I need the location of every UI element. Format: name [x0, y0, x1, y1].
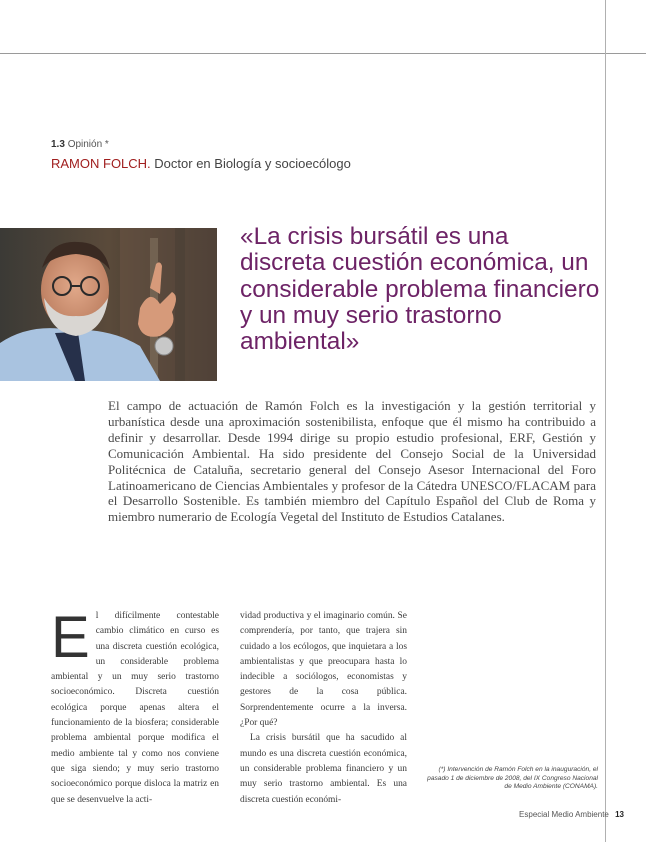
body-column-1	[51, 605, 219, 808]
header-rule	[0, 53, 646, 54]
page-footer	[519, 810, 624, 819]
body-paragraph: La crisis bursátil que ha sacudido al mundo es una discreta cuestión económica, un considerable problema financiero y un muy serio trastorno ambiental. Es una discreta cuestión económi-	[240, 733, 407, 805]
section-title: Opinión *	[67, 139, 109, 150]
author-photo	[0, 228, 217, 381]
section-label	[51, 139, 109, 150]
drop-cap: E	[51, 605, 90, 670]
footnote: (*) Intervención de Ramón Folch en la inauguración, el pasado 1 de diciembre de 2008, del IX Congreso Nacional de Medio Ambiente (CONAMA).	[427, 766, 598, 790]
author-description: Doctor en Biología y socioecólogo	[154, 156, 351, 171]
body-paragraph: vidad productiva y el imaginario común. Se comprendería, por tanto, que trajera sin cuidado a los ecólogos, que inquietara a los ambientalistas y que preocupara hasta lo indecible a sociólogos, economistas y gestores de la cosa pública. Sorprendentemente ocurre a la inversa. ¿Por qué?	[240, 611, 407, 729]
section-number: 1.3	[51, 139, 65, 150]
intro-paragraph: El campo de actuación de Ramón Folch es la investigación y la gestión territorial y urbanística desde una aproximación sostenibilista, enfoque que él mismo ha contribuido a definir y desarrollar. Desde 1994 dirige su propio estudio profesional, ERF, Gestión y Comunicación Ambiental. Ha sido presidente del Consejo Social de la Universidad Politécnica de Cataluña, secretario general del Consejo Asesor Internacional del Foro Latinoamericano de Ciencias Ambientales y profesor de la Cátedra UNESCO/FLACAM para el Desarrollo Sostenible. Es también miembro del Capítulo Español del Club de Roma y miembro numerario de Ecología Vegetal del Instituto de Estudios Catalanes.	[108, 398, 596, 525]
author-name: RAMON FOLCH.	[51, 156, 151, 171]
publication-name: Especial Medio Ambiente	[519, 810, 609, 819]
page-number: 13	[615, 810, 624, 819]
headline-quote: «La crisis bursátil es una discreta cuestión económica, un considerable problema financiero y un muy serio trastorno ambiental»	[240, 223, 600, 356]
margin-rule	[605, 0, 606, 842]
body-column-2	[240, 609, 407, 808]
author-line	[51, 156, 351, 171]
body-paragraph: l difícilmente contestable cambio climático en curso es una discreta cuestión ecológica, un considerable problema ambiental y un muy serio trastorno socioeconómico. Discreta cuestión ecológica porque apenas altera el funcionamiento de la biosfera; considerable problema ambiental porque modifica el medio ambiente tal y como nos conviene que siga siendo; y muy serio trastorno socioeconómico porque disloca la matriz en que se desenvuelve la acti-	[51, 611, 219, 805]
